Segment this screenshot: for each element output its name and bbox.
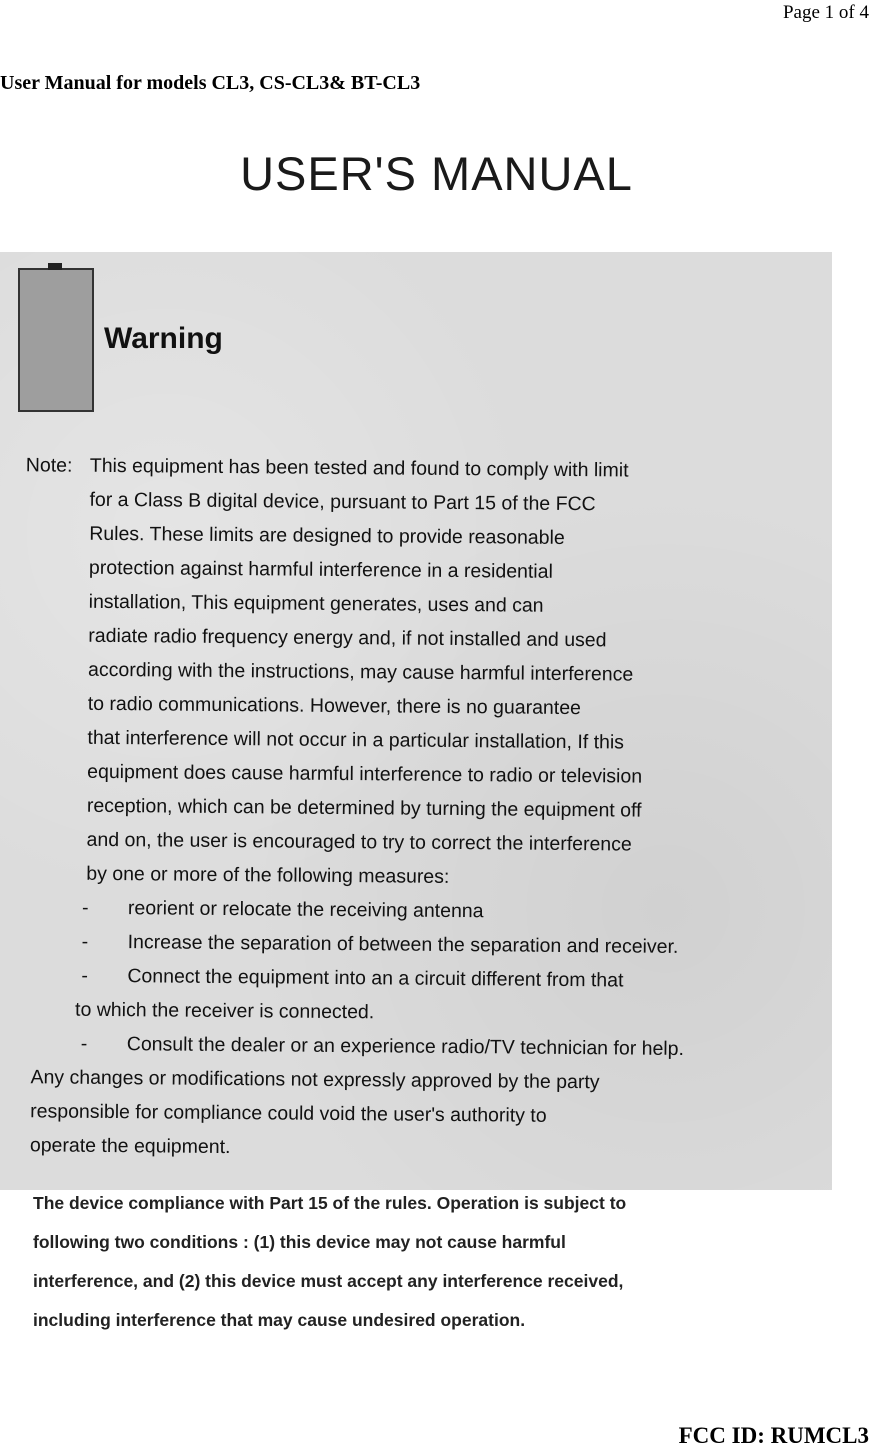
closing-line: Any changes or modifications not expressly approved by the party <box>30 1066 600 1094</box>
page-number: Page 1 of 4 <box>782 2 869 23</box>
fcc-id: FCC ID: RUMCL3 <box>678 1423 869 1448</box>
measure-text: reorient or relocate the receiving antenna <box>127 897 484 923</box>
measure-text: Increase the separation of between the separation and receiver. <box>127 931 679 958</box>
note-block <box>0 448 832 897</box>
closing-line: responsible for compliance could void the user's authority to <box>30 1100 547 1127</box>
note-line: radiate radio frequency energy and, if not installed and used <box>88 624 607 652</box>
compliance-line: including interference that may cause undesired operation. <box>33 1310 526 1330</box>
note-line: reception, which can be determined by turning the equipment off <box>86 794 642 822</box>
scanned-warning-page <box>0 252 832 1190</box>
note-line: equipment does cause harmful interference to radio or television <box>87 760 643 788</box>
note-line: Rules. These limits are designed to provide reasonable <box>89 522 565 549</box>
note-line: This equipment has been tested and found to comply with limit <box>89 454 629 482</box>
note-line: protection against harmful interference in a residential <box>88 556 553 583</box>
compliance-statement <box>33 1184 853 1340</box>
measure-item: - Consult the dealer or an experience radio/TV technician for help. <box>80 1032 685 1060</box>
document-title: User Manual for models CL3, CS-CL3& BT-CL3 <box>0 72 421 94</box>
closing-line: operate the equipment. <box>29 1134 231 1159</box>
measure-item: - Increase the separation of between the separation and receiver. <box>81 930 679 958</box>
closing-paragraph <box>0 1060 827 1169</box>
note-line: and on, the user is encouraged to try to correct the interference <box>86 828 632 856</box>
note-line: by one or more of the following measures: <box>86 862 450 888</box>
note-line: to radio communications. However, there is no guarantee <box>87 692 582 720</box>
note-line: according with the instructions, may cause harmful interference <box>87 658 634 686</box>
manual-heading: USER'S MANUAL <box>240 147 633 200</box>
compliance-line: following two conditions : (1) this device may not cause harmful <box>33 1232 566 1252</box>
measure-item: - Connect the equipment into an a circuit different from that <box>81 964 624 992</box>
note-line: that interference will not occur in a particular installation, If this <box>87 726 625 754</box>
note-label: Note: <box>25 454 73 477</box>
note-line: installation, This equipment generates, uses and can <box>88 590 544 617</box>
measure-text: Connect the equipment into an a circuit different from that <box>127 965 624 992</box>
warning-body <box>0 448 832 1169</box>
compliance-line: The device compliance with Part 15 of the rules. Operation is subject to <box>33 1193 627 1213</box>
warning-tab-graphic <box>18 268 94 412</box>
measure-text: Consult the dealer or an experience radio/TV technician for help. <box>126 1033 685 1060</box>
compliance-line: interference, and (2) this device must accept any interference received, <box>33 1271 624 1291</box>
warning-title: Warning <box>104 322 223 355</box>
measure-item: - reorient or relocate the receiving antenna <box>81 896 484 923</box>
note-line: for a Class B digital device, pursuant to Part 15 of the FCC <box>89 488 596 516</box>
measure-continuation: to which the receiver is connected. <box>75 998 375 1024</box>
